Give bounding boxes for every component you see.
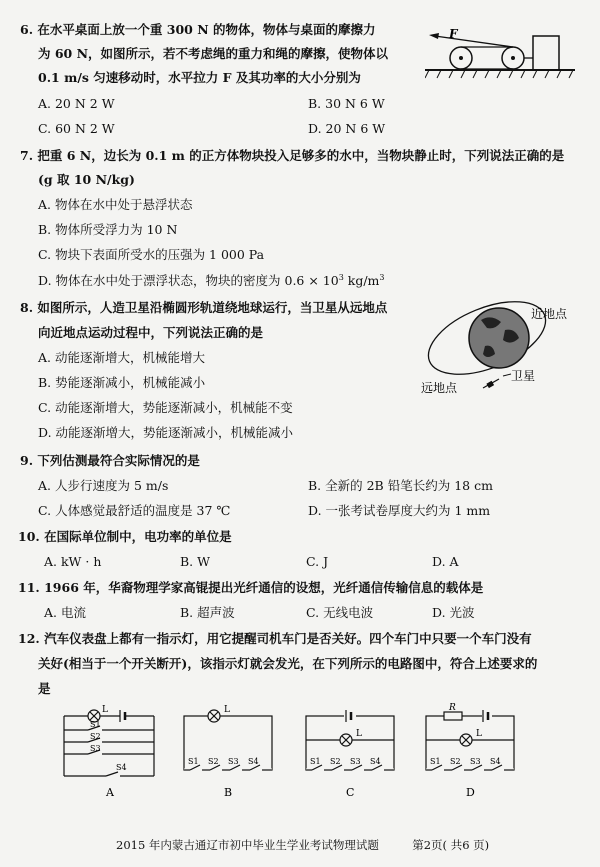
q8-option-d: D. 动能逐渐增大，势能逐渐减小，机械能减小 (38, 425, 294, 440)
q8-option-c: C. 动能逐渐增大，势能逐渐减小，机械能不变 (38, 400, 293, 415)
circuit-c-s1-label: S1 (310, 757, 321, 766)
q7-option-b: B. 物体所受浮力为 10 N (38, 222, 178, 237)
q11-option-d: D. 光波 (432, 605, 475, 620)
circuit-c-diagram (300, 702, 404, 800)
circuit-d-s3-label: S3 (470, 757, 481, 766)
q6-option-c: C. 60 N 2 W (38, 121, 115, 136)
circuit-c-lamp-label: L (356, 729, 362, 739)
q7-option-c: C. 物块下表面所受水的压强为 1 000 Pa (38, 247, 265, 262)
circuit-a-lamp-label: L (102, 705, 108, 715)
q10-line1: 10. 在国际单位制中，电功率的单位是 (18, 529, 232, 544)
circuit-b-lamp-label: L (224, 705, 230, 715)
q9-option-a: A. 人步行速度为 5 m/s (38, 478, 169, 493)
circuit-b-s1-label: S1 (188, 757, 199, 766)
q12-line2: 关好(相当于一个开关断开)，该指示灯就会发光，在下列所示的电路图中，符合上述要求的 (38, 656, 538, 671)
q6-line3: 0.1 m/s 匀速移动时，水平拉力 F 及其功率的大小分别为 (38, 70, 361, 85)
q7-option-d-unit: kg/m (343, 273, 380, 288)
circuit-c-letter: C (346, 786, 355, 799)
q9-option-d: D. 一张考试卷厚度大约为 1 mm (308, 503, 491, 518)
q8-line1: 8. 如图所示，人造卫星沿椭圆形轨道绕地球运行，当卫星从远地点 (20, 300, 388, 315)
circuit-c-s4-label: S4 (370, 757, 381, 766)
circuit-b-letter: B (224, 786, 233, 799)
q7-line2: (g 取 10 N/kg) (38, 172, 135, 187)
q8-option-b: B. 势能逐渐减小，机械能减小 (38, 375, 206, 390)
q10-option-c: C. J (306, 554, 329, 569)
q10-option-d: D. A (432, 554, 459, 569)
q11-option-c: C. 无线电波 (306, 605, 374, 620)
circuit-d-letter: D (466, 786, 475, 799)
circuit-d-s4-label: S4 (490, 757, 501, 766)
q6-option-b: B. 30 N 6 W (308, 96, 385, 111)
q9-option-b: B. 全新的 2B 铅笔长约为 18 cm (308, 478, 493, 493)
q7-option-d-unit-exp: 3 (379, 273, 385, 282)
q6-option-a: A. 20 N 2 W (38, 96, 115, 111)
circuit-b-s3-label: S3 (228, 757, 239, 766)
circuit-c-s3-label: S3 (350, 757, 361, 766)
q7-line1: 7. 把重 6 N，边长为 0.1 m 的正方体物块投入足够多的水中，当物块静止时，下列说法正确的是 (20, 148, 565, 163)
q8-line2: 向近地点运动过程中，下列说法正确的是 (38, 325, 264, 340)
q7-option-d-exp: 3 (338, 273, 344, 282)
q8-far-point-label: 远地点 (421, 381, 458, 395)
q11-line1: 11. 1966 年，华裔物理学家高锟提出光纤通信的设想，光纤通信传输信息的载体是 (18, 580, 484, 595)
q12-line3: 是 (38, 681, 51, 696)
circuit-d-diagram (420, 702, 524, 800)
circuit-b-diagram (178, 702, 282, 800)
circuit-d-s2-label: S2 (450, 757, 461, 766)
q7-option-a: A. 物体在水中处于悬浮状态 (38, 197, 193, 212)
q6-force-label: F (449, 27, 458, 41)
circuit-d-lamp-label: L (476, 729, 482, 739)
circuit-a-s2-label: S2 (90, 732, 101, 741)
footer-page-number: 第2页( 共6 页) (412, 838, 490, 852)
q6-option-d: D. 20 N 6 W (308, 121, 386, 136)
q8-satellite-label: 卫星 (511, 369, 536, 383)
circuit-d-s1-label: S1 (430, 757, 441, 766)
q6-line1: 6. 在水平桌面上放一个重 300 N 的物体，物体与桌面的摩擦力 (20, 22, 376, 37)
q8-satellite-figure (415, 300, 595, 400)
circuit-a-diagram (58, 702, 162, 800)
q12-line1: 12. 汽车仪表盘上都有一指示灯，用它提醒司机车门是否关好。四个车门中只要一个车门没有 (18, 631, 532, 646)
circuit-b-s2-label: S2 (208, 757, 219, 766)
page-footer (116, 840, 489, 852)
circuit-a-s3-label: S3 (90, 744, 101, 753)
circuit-a-letter: A (106, 786, 114, 799)
q11-option-a: A. 电流 (44, 605, 86, 620)
q8-option-a: A. 动能逐渐增大，机械能增大 (38, 350, 205, 365)
q11-option-b: B. 超声波 (180, 605, 235, 620)
circuit-b-s4-label: S4 (248, 757, 259, 766)
q10-option-a: A. kW · h (44, 554, 102, 569)
footer-exam-title: 2015 年内蒙古通辽市初中毕业生学业考试物理试题 (116, 838, 379, 852)
q9-line1: 9. 下列估测最符合实际情况的是 (20, 453, 200, 468)
q7-option-d-text: D. 物体在水中处于漂浮状态，物块的密度为 0.6 × 10 (38, 273, 339, 288)
q10-option-b: B. W (180, 554, 210, 569)
circuit-c-s2-label: S2 (330, 757, 341, 766)
q6-line2: 为 60 N，如图所示，若不考虑绳的重力和绳的摩擦，使物体以 (38, 46, 389, 61)
circuit-d-resistor-label: R (449, 703, 456, 713)
circuit-a-s1-label: S1 (90, 720, 101, 729)
q9-option-c: C. 人体感觉最舒适的温度是 37 ℃ (38, 503, 231, 518)
q8-near-point-label: 近地点 (531, 307, 568, 321)
q6-pulley-figure (425, 24, 575, 82)
circuit-a-s4-label: S4 (116, 763, 127, 772)
q7-option-d (38, 274, 385, 288)
